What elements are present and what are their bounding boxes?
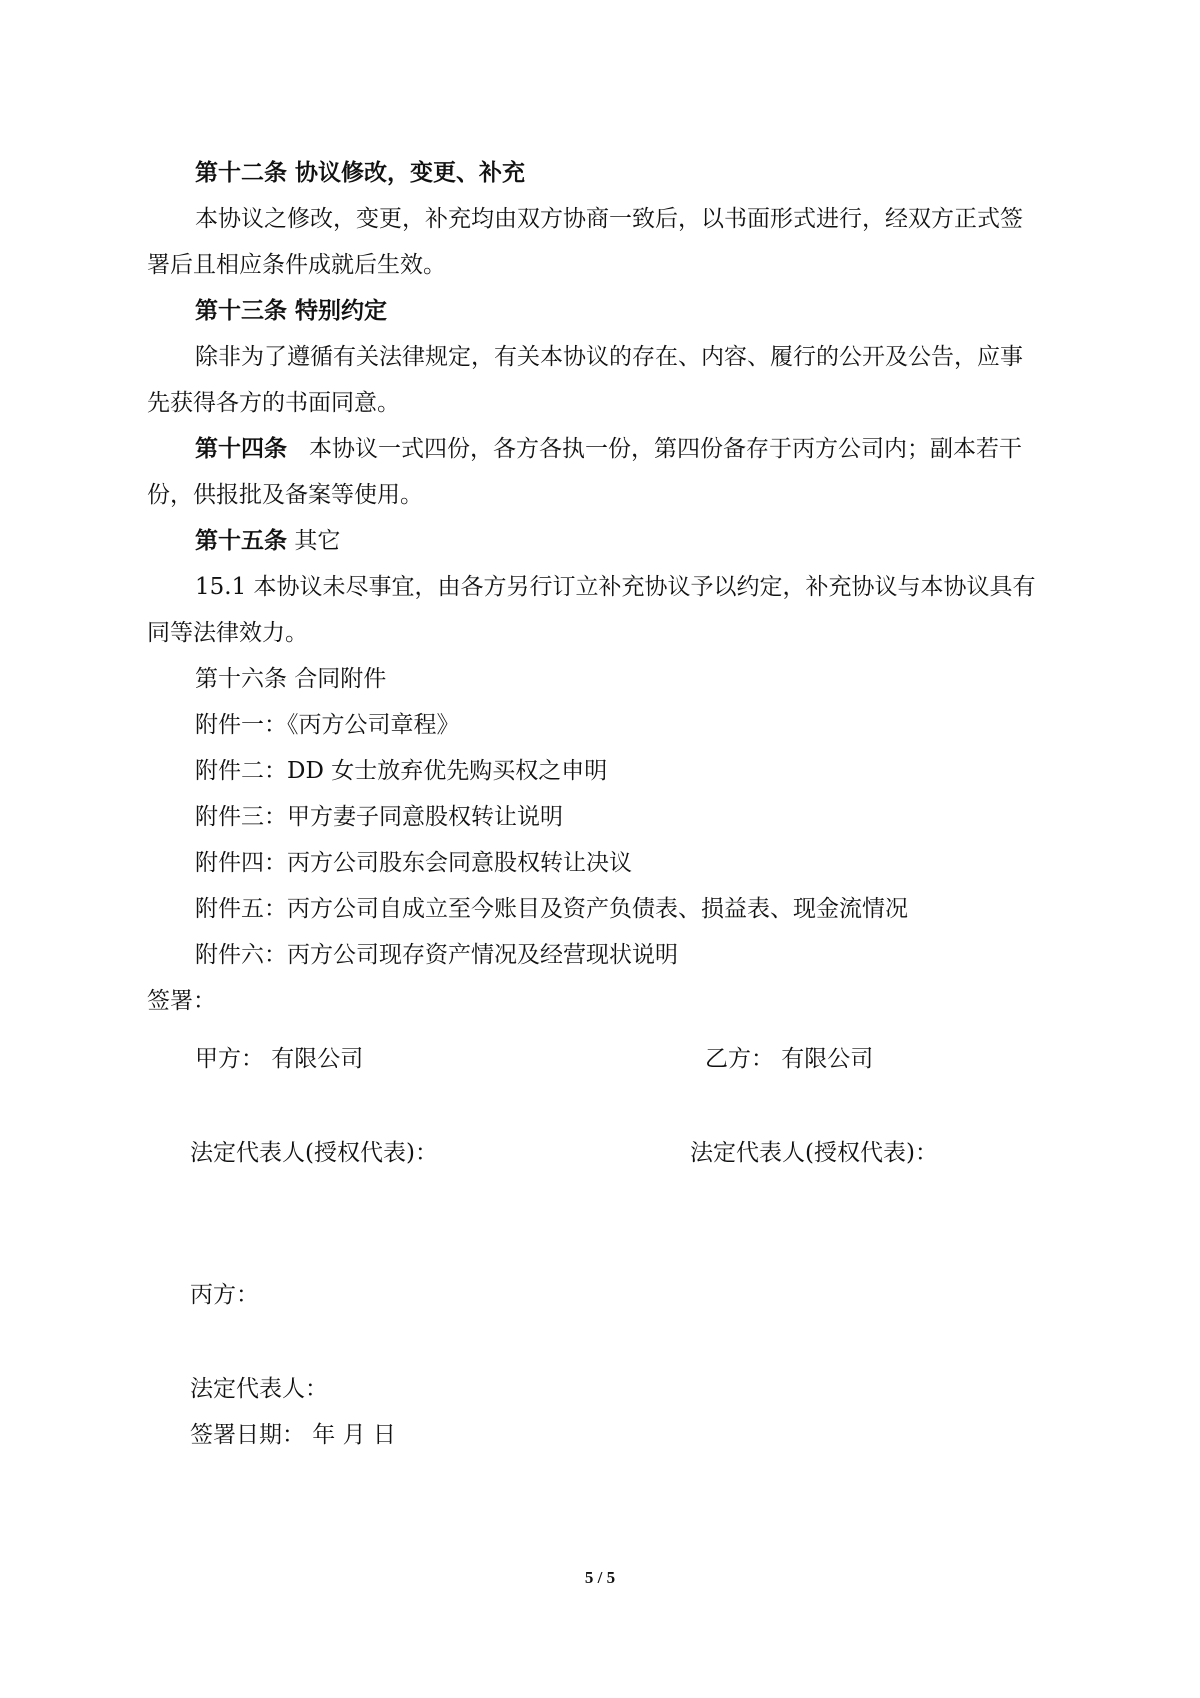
attachment-item: 附件一：《丙方公司章程》 — [195, 712, 460, 738]
party-b-label: 乙方： 有限公司 — [705, 1046, 874, 1072]
article-13-title: 第十三条 特别约定 — [195, 297, 388, 324]
attachment-item: 附件四：丙方公司股东会同意股权转让决议 — [195, 850, 632, 876]
article-16-title: 第十六条 合同附件 — [195, 666, 387, 692]
signature-heading: 签署： — [147, 988, 216, 1014]
article-12-title: 第十二条 协议修改，变更、补充 — [195, 159, 526, 186]
article-14-body-line-1: 本协议一式四份，各方各执一份，第四份备存于丙方公司内；副本若干 — [309, 436, 1022, 462]
article-13-body-line-1: 除非为了遵循有关法律规定，有关本协议的存在、内容、履行的公开及公告，应事 — [195, 344, 1023, 370]
party-b-representative-label: 法定代表人(授权代表)： — [690, 1140, 938, 1166]
attachment-item: 附件五：丙方公司自成立至今账目及资产负债表、损益表、现金流情况 — [195, 896, 908, 922]
article-13-body-line-2: 先获得各方的书面同意。 — [147, 390, 400, 416]
party-c-representative-label: 法定代表人： — [190, 1376, 328, 1402]
party-c-label: 丙方： — [190, 1282, 259, 1308]
article-14-body-line-2: 份，供报批及备案等使用。 — [147, 482, 423, 508]
signing-date-label: 签署日期： 年 月 日 — [190, 1422, 396, 1448]
attachment-item: 附件三：甲方妻子同意股权转让说明 — [195, 804, 563, 830]
party-a-label: 甲方： 有限公司 — [195, 1046, 364, 1072]
article-14-label: 第十四条 — [195, 435, 287, 462]
article-15-title-rest: 其它 — [294, 528, 341, 554]
article-12-body-line-2: 署后且相应条件成就后生效。 — [147, 252, 446, 278]
page-number: 5 / 5 — [584, 1568, 616, 1587]
article-15-body-line-1: 15.1 本协议未尽事宜，由各方另行订立补充协议予以约定，补充协议与本协议具有 — [195, 574, 1036, 600]
article-14-line-1 — [195, 434, 1022, 464]
article-15-title — [195, 526, 340, 556]
article-12-body-line-1: 本协议之修改，变更，补充均由双方协商一致后，以书面形式进行，经双方正式签 — [195, 206, 1023, 232]
attachment-item: 附件六：丙方公司现存资产情况及经营现状说明 — [195, 942, 678, 968]
attachment-item: 附件二：DD 女士放弃优先购买权之申明 — [195, 758, 608, 784]
article-15-body-line-2: 同等法律效力。 — [147, 620, 308, 646]
party-a-representative-label: 法定代表人(授权代表)： — [190, 1140, 438, 1166]
article-15-label: 第十五条 — [195, 527, 287, 554]
